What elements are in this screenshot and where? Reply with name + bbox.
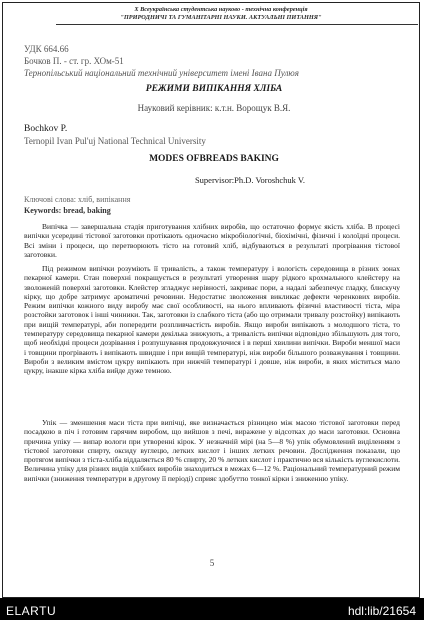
header-divider [56,24,418,25]
conference-subtitle: "ПРИРОДНИЧІ ТА ГУМАНІТАРНІ НАУКИ. АКТУАЛЬНІ ПИТАННЯ" [120,13,322,21]
paragraph-2: Під режимом випічки розуміють її тривалість, а також температуру і вологість середовища в різних зонах пекарної камери. Стан поверхні покращується в результаті утворення шару рідкого крохмального клейстеру на зволоженій поверхні заготовки. Клейстер згладжує нерівності, закриває пори, а надалі забезпечує гладку, блискучу кірку, що добре затримує ароматичні речовини. Недостатнє зволоження викликає дефекти черенкових виробів. Режим випічки кожного виду виробу має свої особливості, на нього впливають фізичні властивості тіста, міра розстойки заготовок і інші чинники. Так, заготовки із слабкого тіста (або що отримали тривалу розстойку) випікають при вищій температурі, аби попередити розпливчастість виробів. Якщо вироби випікають з молодшого тіста, то температуру середовища пекарної камери декілька знижують, а тривалість випічки відповідно збільшують для того, щоб необхідні процеси дозрівання і розпушування продовжуючися і в перші хвилини випічки. Вироби меншої маси і товщини прогрівають і випікають швидше і при вищій температурі, ніж вироби більшого розважування і товщини. Вироби з великим вмістом цукру випікають при нижчій температурі і довше, ніж вироби, в яких міститься мало цукру, інакше кірка хліба вийде дуже темною. [24,264,400,376]
conference-title: Х Всеукраїнська студентська науково - технічна конференція [134,6,308,13]
repository-name: ELARTU [6,604,57,618]
supervisor-ua: Науковий керівник: к.т.н. Ворощук В.Я. [137,103,291,113]
conference-header [24,6,418,21]
paragraph-3: Упік — зменшення маси тіста при випічці, яке визначається різницею між масою тістової заготовки перед посадкою в піч і готовим гарячим виробом, що вийшов з печі, виражене у відсотках до маси заготовки. Основна причина упіку — випар вологи при утворенні кірок. У незначній мірі (на 5—8 %) упік обумовлений виділенням з тістової заготовки спирту, оксиду вуглецю, летких кислот і інших летких речовин. Дослідження показали, що протягом випічки з тіста-хліба віддаляється 80 % спирту, 20 % летких кислот і практично вся кількість вуглекислоти. Величина упіку для різних видів хлібних виробів знаходиться в межах 6—12 %. Раціональний температурний режим випічки (зниження температури в другому її періоді) сприяє здобуттю тонкої кірки і зниженню упіку. [24,418,400,483]
page-number: 5 [209,558,215,568]
udc-code: УДК 664.66 [24,44,69,54]
keywords-en: Keywords: bread, baking [24,206,111,215]
affiliation-ua: Тернопільський національний технічний університет імені Івана Пулюя [24,68,299,78]
affiliation-en: Ternopil Ivan Pul'uj National Technical University [24,136,206,146]
keywords-ua: Ключові слова: хліб, випікання [24,195,131,204]
handle-id: hdl:lib/21654 [347,604,416,618]
author-en: Bochkov P. [24,124,68,134]
title-en: MODES OFBREADS BAKING [149,154,279,164]
author-ua: Бочков П. - ст. гр. ХОм-51 [24,56,124,66]
title-ua: РЕЖИМИ ВИПІКАННЯ ХЛІБА [145,84,283,94]
supervisor-en: Supervisor:Ph.D. Voroshchuk V. [194,175,306,185]
paragraph-1: Випічка — завершальна стадія приготування хлібних виробів, що остаточно формує якість хліба. В процесі випічки усередині тістової заготовки протікають одночасно мікробіологічні, біохімічні, фізичні і колоїдні процеси. Всі зміни і процеси, що перетворюють тісто на готовий хліб, відбуваються в результаті прогрівання тістової заготовки. [24,222,400,259]
